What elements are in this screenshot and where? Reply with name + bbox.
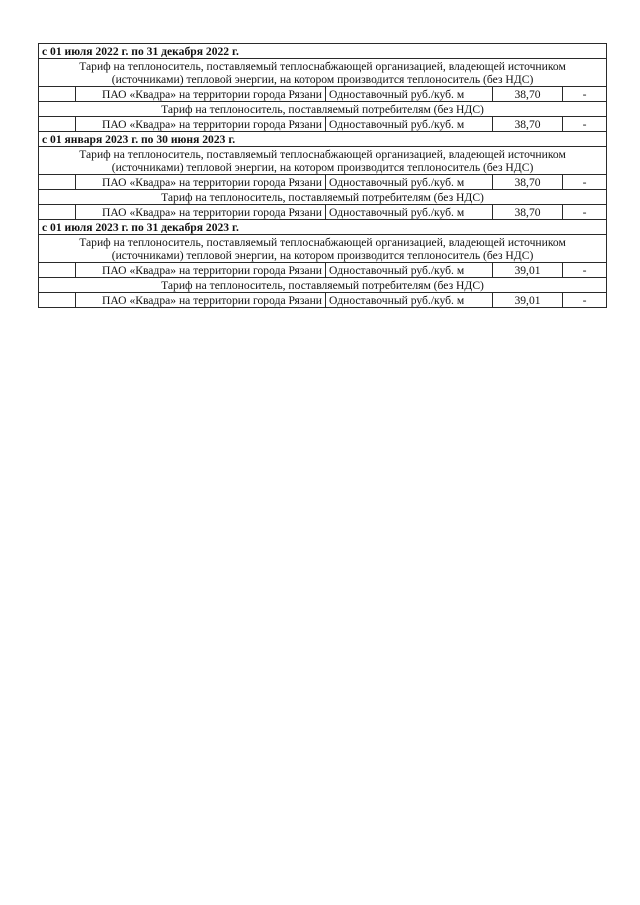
tariff-data-row — [39, 175, 607, 190]
tariff-title-row — [39, 59, 607, 87]
organization-cell: ПАО «Квадра» на территории города Рязани — [76, 87, 326, 102]
rate-type-cell: Одноставочный руб./куб. м — [326, 175, 493, 190]
tariff-table — [38, 43, 607, 308]
tariff-data-row — [39, 263, 607, 278]
tariff-data-row — [39, 87, 607, 102]
tariff-table-body — [39, 44, 607, 308]
tariff-title-row — [39, 190, 607, 205]
rate-type-cell: Одноставочный руб./куб. м — [326, 293, 493, 308]
tariff-data-row — [39, 293, 607, 308]
tariff-title-row — [39, 147, 607, 175]
extra-value-cell: - — [563, 117, 607, 132]
tariff-title: Тариф на теплоноситель, поставляемый теплоснабжающей организацией, владеющей источником (источниками) тепловой энергии, на котором производится теплоноситель (без НДС) — [39, 147, 607, 175]
blank-cell — [39, 205, 76, 220]
blank-cell — [39, 175, 76, 190]
rate-type-cell: Одноставочный руб./куб. м — [326, 263, 493, 278]
tariff-title: Тариф на теплоноситель, поставляемый потребителям (без НДС) — [39, 102, 607, 117]
tariff-value-cell: 39,01 — [493, 263, 563, 278]
tariff-value-cell: 38,70 — [493, 175, 563, 190]
period-header-row — [39, 132, 607, 147]
blank-cell — [39, 263, 76, 278]
period-label: с 01 июля 2023 г. по 31 декабря 2023 г. — [39, 220, 607, 235]
tariff-value-cell: 39,01 — [493, 293, 563, 308]
period-header-row — [39, 220, 607, 235]
tariff-title-row — [39, 102, 607, 117]
tariff-value-cell: 38,70 — [493, 117, 563, 132]
blank-cell — [39, 293, 76, 308]
extra-value-cell: - — [563, 87, 607, 102]
period-label: с 01 января 2023 г. по 30 июня 2023 г. — [39, 132, 607, 147]
tariff-title: Тариф на теплоноситель, поставляемый потребителям (без НДС) — [39, 190, 607, 205]
tariff-data-row — [39, 117, 607, 132]
blank-cell — [39, 117, 76, 132]
extra-value-cell: - — [563, 175, 607, 190]
tariff-title: Тариф на теплоноситель, поставляемый теплоснабжающей организацией, владеющей источником (источниками) тепловой энергии, на котором производится теплоноситель (без НДС) — [39, 59, 607, 87]
tariff-value-cell: 38,70 — [493, 205, 563, 220]
organization-cell: ПАО «Квадра» на территории города Рязани — [76, 205, 326, 220]
rate-type-cell: Одноставочный руб./куб. м — [326, 117, 493, 132]
tariff-title: Тариф на теплоноситель, поставляемый потребителям (без НДС) — [39, 278, 607, 293]
extra-value-cell: - — [563, 263, 607, 278]
period-header-row — [39, 44, 607, 59]
organization-cell: ПАО «Квадра» на территории города Рязани — [76, 117, 326, 132]
tariff-value-cell: 38,70 — [493, 87, 563, 102]
tariff-title: Тариф на теплоноситель, поставляемый теплоснабжающей организацией, владеющей источником (источниками) тепловой энергии, на котором производится теплоноситель (без НДС) — [39, 235, 607, 263]
rate-type-cell: Одноставочный руб./куб. м — [326, 205, 493, 220]
period-label: с 01 июля 2022 г. по 31 декабря 2022 г. — [39, 44, 607, 59]
extra-value-cell: - — [563, 293, 607, 308]
organization-cell: ПАО «Квадра» на территории города Рязани — [76, 293, 326, 308]
organization-cell: ПАО «Квадра» на территории города Рязани — [76, 175, 326, 190]
organization-cell: ПАО «Квадра» на территории города Рязани — [76, 263, 326, 278]
tariff-title-row — [39, 278, 607, 293]
rate-type-cell: Одноставочный руб./куб. м — [326, 87, 493, 102]
blank-cell — [39, 87, 76, 102]
tariff-title-row — [39, 235, 607, 263]
tariff-data-row — [39, 205, 607, 220]
extra-value-cell: - — [563, 205, 607, 220]
